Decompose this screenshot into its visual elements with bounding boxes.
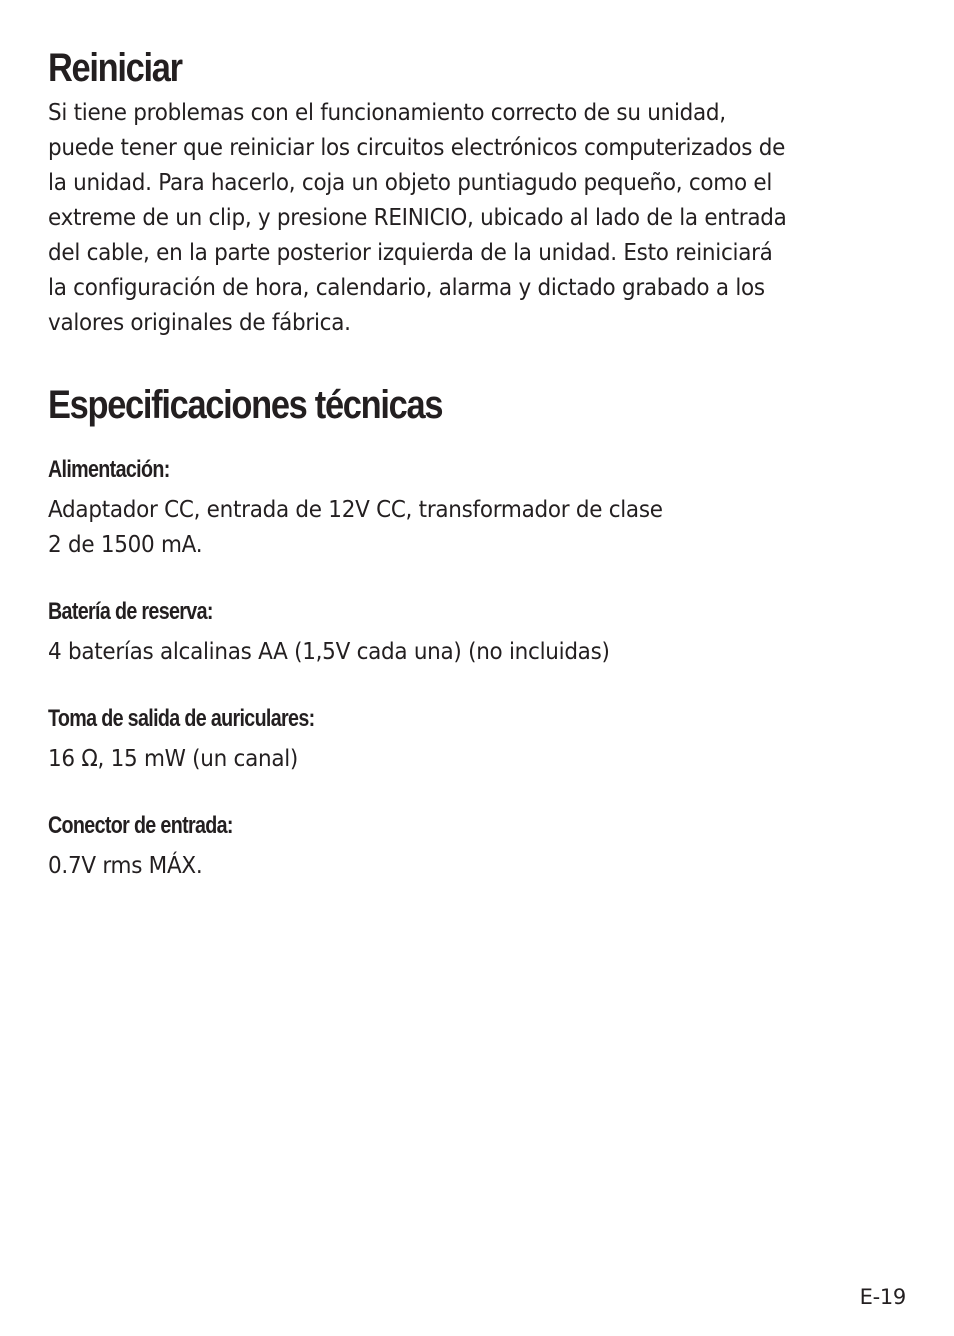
spec-power-line: 2 de 1500 mA.: [48, 532, 203, 558]
reset-line: valores originales de fábrica.: [48, 310, 351, 336]
reset-line: la unidad. Para hacerlo, coja un objeto puntiagudo pequeño, como el: [48, 170, 773, 196]
spec-power-value: [48, 493, 663, 563]
specs-heading: Especificaciones técnicas: [48, 383, 443, 427]
reset-line: la configuración de hora, calendario, alarma y dictado grabado a los: [48, 275, 765, 301]
reset-paragraph: [48, 96, 787, 341]
page-number: E-19: [859, 1285, 906, 1309]
spec-headphone: [48, 704, 373, 777]
spec-headphone-value: [48, 742, 352, 777]
reset-heading: Reiniciar: [48, 46, 182, 90]
spec-battery-value: [48, 635, 610, 670]
spec-headphone-line: 16 Ω, 15 mW (un canal): [48, 746, 299, 772]
reset-line: puede tener que reiniciar los circuitos electrónicos computerizados de: [48, 135, 786, 161]
spec-input: [48, 811, 273, 884]
spec-input-line: 0.7V rms MÁX.: [48, 853, 203, 879]
spec-input-value: [48, 849, 259, 884]
spec-headphone-label: Toma de salida de auriculares:: [48, 705, 315, 732]
spec-power: [48, 455, 705, 563]
spec-power-line: Adaptador CC, entrada de 12V CC, transformador de clase: [48, 497, 663, 523]
spec-battery-line: 4 baterías alcalinas AA (1,5V cada una) (no incluidas): [48, 639, 610, 665]
reset-line: Si tiene problemas con el funcionamiento correcto de su unidad,: [48, 100, 726, 126]
spec-battery: [48, 597, 649, 670]
reset-line: extreme de un clip, y presione REINICIO, ubicado al lado de la entrada: [48, 205, 787, 231]
reset-line: del cable, en la parte posterior izquierda de la unidad. Esto reiniciará: [48, 240, 773, 266]
spec-power-label: Alimentación:: [48, 456, 170, 483]
spec-input-label: Conector de entrada:: [48, 812, 233, 839]
spec-battery-label: Batería de reserva:: [48, 598, 213, 625]
